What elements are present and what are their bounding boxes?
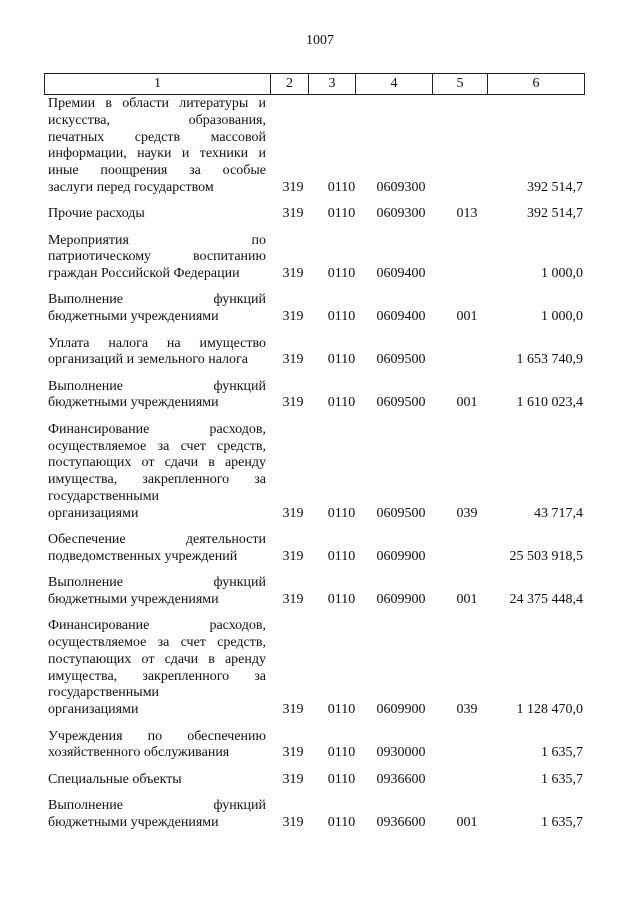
header-col-5: 5 — [433, 74, 488, 94]
table-row — [48, 772, 583, 789]
cell-col-3: 0110 — [327, 814, 356, 830]
description-line: хозяйственного обслуживания — [48, 745, 230, 761]
header-col-2: 2 — [271, 74, 309, 94]
description-line: Премии в области литературы и — [48, 96, 266, 111]
table-row — [48, 206, 583, 223]
cell-col-2: 319 — [282, 309, 304, 325]
description-line: Мероприятия по — [48, 232, 266, 248]
cell-col-5: 001 — [456, 309, 478, 325]
description-line: имущества, закрепленного за — [48, 472, 266, 488]
description-line: Выполнение функций — [48, 797, 266, 813]
cell-col-4: 0609500 — [376, 505, 426, 521]
cell-col-4: 0609900 — [376, 548, 426, 564]
description-line: поступающих от сдачи в аренду — [48, 651, 266, 667]
description-line: бюджетными учреждениями — [48, 309, 219, 325]
table-row — [48, 336, 583, 370]
cell-col-2: 319 — [282, 548, 304, 564]
cell-col-4: 0609400 — [376, 309, 426, 325]
cell-col-6: 1 653 740,9 — [516, 352, 583, 368]
cell-col-4: 0936600 — [376, 814, 426, 830]
description-line: организаций и земельного налога — [48, 352, 248, 368]
description-line: организациями — [48, 702, 139, 718]
table-row — [48, 798, 583, 832]
description-line: Специальные объекты — [48, 771, 182, 787]
description-line: бюджетными учреждениями — [48, 591, 219, 607]
cell-col-4: 0609300 — [376, 206, 426, 222]
description-line: государственными — [48, 488, 160, 504]
cell-col-6: 1 000,0 — [541, 266, 583, 282]
cell-col-2: 319 — [282, 702, 304, 718]
table-row — [48, 233, 583, 283]
cell-col-2: 319 — [282, 179, 304, 195]
row-description — [48, 336, 266, 370]
table-row — [48, 618, 583, 719]
description-line: Обеспечение деятельности — [48, 532, 266, 548]
cell-col-2: 319 — [282, 395, 304, 411]
description-line: осуществляемое за счет средств, — [48, 635, 266, 651]
cell-col-6: 392 514,7 — [527, 206, 583, 222]
table-header — [44, 73, 585, 95]
cell-col-4: 0609900 — [376, 591, 426, 607]
description-line: поступающих от сдачи в аренду — [48, 455, 266, 471]
description-line: печатных средств массовой — [48, 129, 266, 145]
cell-col-2: 319 — [282, 505, 304, 521]
description-line: Выполнение функций — [48, 378, 266, 394]
cell-col-4: 0609500 — [376, 395, 426, 411]
cell-col-5: 039 — [456, 702, 478, 718]
table-row — [48, 379, 583, 413]
cell-col-3: 0110 — [327, 548, 356, 564]
row-description — [48, 422, 266, 523]
cell-col-6: 24 375 448,4 — [509, 591, 583, 607]
cell-col-4: 0609400 — [376, 266, 426, 282]
description-line: Уплата налога на имущество — [48, 335, 266, 351]
table-body — [48, 96, 583, 841]
description-line: Выполнение функций — [48, 575, 266, 591]
row-description — [48, 292, 266, 326]
cell-col-3: 0110 — [327, 352, 356, 368]
cell-col-3: 0110 — [327, 745, 356, 761]
row-description — [48, 233, 266, 283]
cell-col-2: 319 — [282, 771, 304, 787]
row-description — [48, 798, 266, 832]
header-col-1: 1 — [45, 74, 271, 94]
cell-col-6: 43 717,4 — [534, 505, 583, 521]
header-col-3: 3 — [309, 74, 356, 94]
description-line: Прочие расходы — [48, 206, 145, 222]
cell-col-3: 0110 — [327, 771, 356, 787]
description-line: граждан Российской Федерации — [48, 266, 240, 282]
page-number: 1007 — [306, 33, 334, 48]
cell-col-4: 0609900 — [376, 702, 426, 718]
cell-col-6: 1 635,7 — [541, 771, 583, 787]
row-description — [48, 96, 266, 197]
cell-col-2: 319 — [282, 206, 304, 222]
row-description — [48, 618, 266, 719]
cell-col-6: 392 514,7 — [527, 179, 583, 195]
cell-col-2: 319 — [282, 591, 304, 607]
cell-col-5: 013 — [456, 206, 478, 222]
cell-col-6: 1 128 470,0 — [516, 702, 583, 718]
cell-col-3: 0110 — [327, 179, 356, 195]
table-row — [48, 575, 583, 609]
cell-col-6: 1 635,7 — [541, 814, 583, 830]
cell-col-6: 1 000,0 — [541, 309, 583, 325]
cell-col-3: 0110 — [327, 395, 356, 411]
cell-col-6: 25 503 918,5 — [509, 548, 583, 564]
cell-col-3: 0110 — [327, 309, 356, 325]
cell-col-2: 319 — [282, 745, 304, 761]
table-row — [48, 422, 583, 523]
table-row — [48, 729, 583, 763]
cell-col-3: 0110 — [327, 266, 356, 282]
cell-col-5: 001 — [456, 591, 478, 607]
cell-col-5: 001 — [456, 395, 478, 411]
cell-col-5: 039 — [456, 505, 478, 521]
description-line: бюджетными учреждениями — [48, 814, 219, 830]
description-line: информации, науки и техники и — [48, 146, 266, 162]
row-description — [48, 729, 266, 763]
row-description — [48, 772, 266, 789]
cell-col-4: 0609300 — [376, 179, 426, 195]
cell-col-4: 0930000 — [376, 745, 426, 761]
cell-col-6: 1 610 023,4 — [516, 395, 583, 411]
description-line: иные поощрения за особые — [48, 163, 266, 179]
cell-col-2: 319 — [282, 814, 304, 830]
description-line: Учреждения по обеспечению — [48, 728, 266, 744]
cell-col-3: 0110 — [327, 505, 356, 521]
cell-col-3: 0110 — [327, 702, 356, 718]
description-line: заслуги перед государством — [48, 179, 214, 195]
row-description — [48, 532, 266, 566]
row-description — [48, 206, 266, 223]
description-line: государственными — [48, 685, 160, 701]
header-col-4: 4 — [356, 74, 433, 94]
description-line: осуществляемое за счет средств, — [48, 438, 266, 454]
description-line: искусства, образования, — [48, 112, 266, 128]
cell-col-5: 001 — [456, 814, 478, 830]
cell-col-6: 1 635,7 — [541, 745, 583, 761]
cell-col-3: 0110 — [327, 206, 356, 222]
description-line: патриотическому воспитанию — [48, 249, 266, 265]
description-line: подведомственных учреждений — [48, 548, 238, 564]
description-line: бюджетными учреждениями — [48, 395, 219, 411]
cell-col-2: 319 — [282, 266, 304, 282]
description-line: Выполнение функций — [48, 292, 266, 308]
row-description — [48, 575, 266, 609]
cell-col-3: 0110 — [327, 591, 356, 607]
table-row — [48, 532, 583, 566]
table-row — [48, 96, 583, 197]
cell-col-2: 319 — [282, 352, 304, 368]
table-row — [48, 292, 583, 326]
row-description — [48, 379, 266, 413]
description-line: организациями — [48, 505, 139, 521]
cell-col-4: 0609500 — [376, 352, 426, 368]
header-col-6: 6 — [532, 76, 540, 91]
description-line: Финансирование расходов, — [48, 421, 266, 437]
description-line: имущества, закрепленного за — [48, 668, 266, 684]
description-line: Финансирование расходов, — [48, 618, 266, 634]
cell-col-4: 0936600 — [376, 771, 426, 787]
